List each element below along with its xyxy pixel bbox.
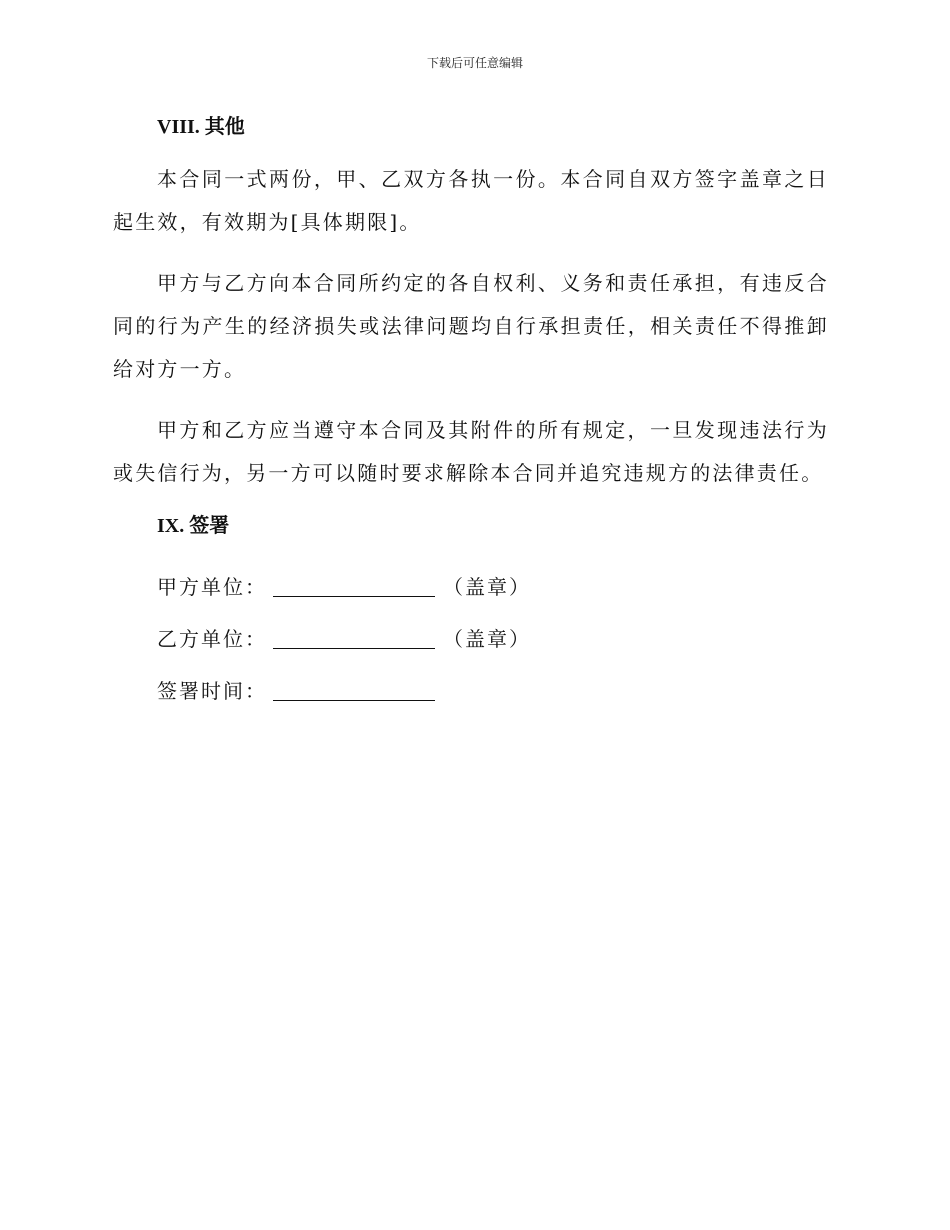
party-a-blank[interactable]: [273, 574, 435, 597]
party-a-signature-line: [157, 559, 829, 611]
signature-block: [113, 559, 829, 715]
party-a-seal-note: （盖章）: [443, 574, 531, 599]
signing-date-line: [157, 663, 829, 715]
signing-date-blank[interactable]: [273, 678, 435, 701]
paragraph-compliance: 甲方和乙方应当遵守本合同及其附件的所有规定，一旦发现违法行为或失信行为，另一方可以随时要求解除本合同并追究违规方的法律责任。: [113, 418, 829, 485]
party-a-label: 甲方单位：: [157, 574, 267, 599]
party-b-signature-line: [157, 611, 829, 663]
document-content: [113, 110, 829, 715]
party-b-seal-note: （盖章）: [443, 626, 531, 651]
section-heading-signing: IX. 签署: [157, 515, 230, 537]
paragraph-responsibility: 甲方与乙方向本合同所约定的各自权利、义务和责任承担，有违反合同的行为产生的经济损失或法律问题均自行承担责任，相关责任不得推卸给对方一方。: [113, 271, 829, 381]
paragraph-validity: 本合同一式两份，甲、乙双方各执一份。本合同自双方签字盖章之日起生效，有效期为[具体期限]。: [113, 167, 829, 234]
header-note: 下载后可任意编辑: [426, 56, 523, 70]
party-b-blank[interactable]: [273, 626, 435, 649]
signing-date-label: 签署时间：: [157, 678, 267, 703]
section-heading-other: VIII. 其他: [157, 116, 245, 138]
party-b-label: 乙方单位：: [157, 626, 267, 651]
